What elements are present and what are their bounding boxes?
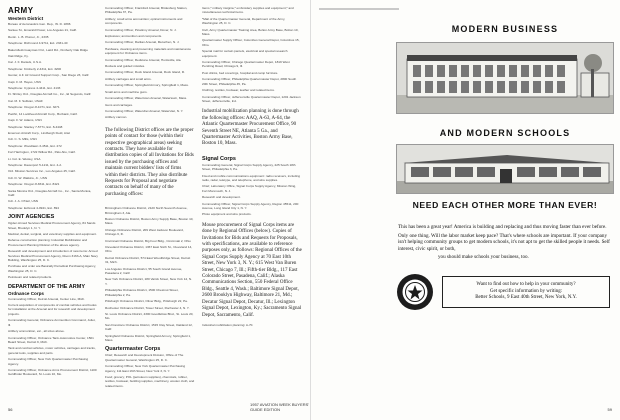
list-item: Springfield Ordnance District, Springfield Armory, Springfield 1, Mass. <box>105 333 191 342</box>
list-item: Telephone: Kimberly 2-4311, Ext. 3200 <box>8 66 62 71</box>
list-item: Telephone: Davenport 5-1211, Ext. 4-A <box>8 162 62 167</box>
list-item: Chief, Research and Development Division, Office of The Quartermaster General, Washington 25, D. C. <box>105 353 184 362</box>
list-item: Bureau of Aeronautics Gen. Rep., W. D. 1896 <box>8 22 71 26</box>
list-item: San Francisco Ordnance District, 1515 Clay Street, Oakland 12, Calif. <box>105 322 193 332</box>
list-item: Commanding Officer, Picatinny Arsenal, Dover, N. J. <box>105 27 177 32</box>
list-item: Cdr. J. A. O'Neil, USN <box>8 199 38 204</box>
list-item: Commanding Officer, New York Quartermaster Purchasing Agency. <box>8 357 89 366</box>
list-item: Special mail for certain parcels, electrical and special research equipment. <box>202 49 288 58</box>
ad-headline-bottom: NEED EACH OTHER MORE THAN EVER! <box>412 200 598 210</box>
list-item: Los Angeles Ordnance District, 55 South Grand Avenue, Pasadena 2, Calif. <box>105 266 183 276</box>
list-item: Commanding Officer, Redstone Arsenal, Huntsville, Ala. <box>105 57 182 62</box>
list-item: Pacific, 14 Lockheed Aircraft Corp., Burbank, Calif. <box>8 111 78 116</box>
list-item: Quartermaster Supply Officer, Columbus General Depot, Columbus 15, Ohio. <box>202 38 300 47</box>
list-item: Commanding Officer, Rock Island Arsenal, Rock Island, Ill. <box>105 70 185 75</box>
list-item: Santee St., Emerald Power, Los Angeles 21, Calif. <box>8 28 77 33</box>
list-item: Commanding Officer, Chicago Quartermaster Depot, 1819 West Pershing Road, Chicago 9, Ill. <box>202 60 290 69</box>
list-item: Tank and combat vehicles, motor vehicles, carriages and tracks, general tools, supplies and parts. <box>8 346 96 355</box>
list-item: Medical, dental, surgical, and veterinary supplies and equipment. <box>8 232 97 236</box>
list-item: Petroleum and related products. <box>8 275 53 280</box>
joint-agencies-list <box>8 221 98 279</box>
list-item: Detroit Ordnance District, 574 East Woodbridge Street, Detroit 31, Mich. <box>105 255 191 265</box>
list-item: Commanding Officer, Springfield Armory, Springfield 1, Mass. <box>105 83 189 88</box>
office-building-illustration <box>397 43 614 114</box>
list-item: Artillery carriages and small arms. <box>105 76 152 81</box>
quartermaster-depots-list <box>202 6 302 103</box>
list-item: Birmingham Ordnance District, 2120 North Seventh Avenue, Birmingham 3, Ala. <box>105 206 188 215</box>
list-item: Telephone: Oregon 8-1071, Ext. 3271 <box>8 105 60 110</box>
list-item: Gunter, A.F. Air Ground Support Corp., San Diego 23, Calif. <box>8 73 90 78</box>
ad-body-copy <box>396 224 614 261</box>
list-item: Chief, Laboratory Office, Signal Corps Supply Agency, Mission Wing, Fort Monmouth, N. J. <box>202 184 297 193</box>
list-item: Cdr. D. W. Watkins, Jr., USN <box>8 175 48 180</box>
list-item: Ogden Armed Services Medical Procurement Agency, 84 Sands Street, Brooklyn 1, N. Y. <box>8 221 96 230</box>
list-item: Lt. Col. E. Wesley, USA <box>8 156 41 161</box>
public-service-ad <box>396 10 614 405</box>
school-building-photo <box>396 144 614 194</box>
list-item: Ft. Shirley Ord., Douglas Aircraft Co., Inc., El Segundo, Calif. <box>8 92 92 97</box>
column-a <box>8 6 98 404</box>
list-item: Oak Ridge, Ky. <box>8 54 29 59</box>
list-item: Commanding Officer, Philadelphia Quartermaster Depot, 2800 South 20th Street, Philadelphia 45, Pa. <box>202 77 297 86</box>
department-army-heading: DEPARTMENT OF THE ARMY <box>8 283 85 290</box>
list-item: Rockets and guided missiles. <box>105 64 146 69</box>
list-item: Commanding Officer, Jeffersonville Quartermaster Depot, 1201 Jackson Street, Jeffersonville, Ind. <box>202 94 301 103</box>
list-item: Research and development and introduction of new items: Armed Services Medical Procurement Agency, Room 3163-A, Main Navy Building, Washington 25, D. C. <box>8 249 98 263</box>
list-item: Artillery cannon. <box>105 115 128 120</box>
list-item: Commanding Officer, Watertown Arsenal, Watertown, Mass. <box>105 96 188 101</box>
ad-paragraph: Only one thing. Will the labor market keep pace? That's where schools are important. If your company isn't helping community groups to get modern schools, it's not apt to get the skilled people it needs. Self interest, civic spirit, or both, <box>398 232 610 252</box>
arsenal-list <box>105 6 195 120</box>
list-item: Capt. F. M. Hayes, USN <box>8 79 41 84</box>
list-item: Telephone: Stanley 7-5771, Ext. 8-4448 <box>8 124 63 129</box>
column-b <box>105 6 195 404</box>
list-item: Explosives; ammunition and components. <box>105 34 163 39</box>
running-footer: 1957 AVIATION WEEK BUYERS' GUIDE EDITION <box>250 402 310 412</box>
ad-headline-top: MODERN BUSINESS <box>451 24 559 34</box>
list-item: Artillery; small arms ammunition; optical instruments and components. <box>105 16 183 26</box>
list-item: Ord. Mission Services Inc., Los Angeles 45, Calif. <box>8 169 76 174</box>
list-item: Commanding Officer, Ordnance Arms Procurement District, 1100 Goldfinder Boulevard, St. Louis 10, Mo. <box>8 367 97 377</box>
right-page <box>310 0 620 420</box>
ad-callout-row <box>396 273 614 311</box>
signal-corps-list <box>202 163 302 217</box>
list-item: Fort Harrington, 1722 Willow Rd., Palo Alto, Calif. <box>8 150 76 155</box>
list-item: Civil, Army Quartermaster Training Area, Bolton Army Base, Bolton 10, Mass. <box>202 27 299 37</box>
list-item: Bakersfield-Guaymas Ord., Laird Rd., Kimberly Oak Ridge <box>8 47 88 52</box>
page-number-right: 59 <box>607 407 612 412</box>
ad-paragraph: This has been a great year! America is building and replacing and thus moving faster than ever before. <box>398 224 607 230</box>
list-item: Commanding Officer, Frankford Arsenal, Bridesburg Station, Philadelphia 37, Pa. <box>105 6 188 15</box>
list-item: Pittsburgh Ordnance District, Oliver Bldg., Pittsburgh 22, Pa. <box>105 299 188 304</box>
list-item: Small arms and machine guns. <box>105 89 148 94</box>
list-item: New York Ordnance District, 180 Varick Street, New York 14, N. Y. <box>105 277 192 286</box>
list-item: Rochester Ordnance District, Tower Street, Rochester 4, N. Y. <box>105 305 190 310</box>
signal-corps-heading: Signal Corps <box>202 155 236 162</box>
list-item: Commanding Officer, Ordnance Tank-Automotive Center, 1501 Beard Street, Detroit 9, Mich. <box>8 335 94 344</box>
quartermaster-heading: Quartermaster Corps <box>105 346 161 353</box>
list-item: Telephone: Oregon 8-8311, Ext. 8421 <box>8 182 60 187</box>
list-item: Cleveland Ordnance District, 1367 East Sixth St., Cleveland 14, Ohio <box>105 245 193 254</box>
western-district-list <box>8 22 98 210</box>
list-item: Purchase and order are Basically Periodical Purchasing Agency, Washington 25, D. C. <box>8 264 96 273</box>
ad-callout-box <box>442 276 610 308</box>
ordnance-districts-list <box>105 206 195 342</box>
list-item: Telephone: Richmond 4-9711, Ext. 2331-40 <box>8 41 68 46</box>
list-item: Telephone: Woodlawn 3-4511, Ext. 272 <box>8 143 62 148</box>
list-item: Hardware, cleaning and preserving materials and maintenance equipment for Ordnance items. <box>105 46 191 56</box>
office-building-photo <box>396 42 614 114</box>
joint-agencies-heading: JOINT AGENCIES <box>8 214 55 221</box>
list-item: Clothing, textiles, footwear, leather and related items. <box>202 88 275 93</box>
list-item: Guns and carriages. <box>105 102 133 107</box>
text-line <box>319 8 399 10</box>
list-item: Photo equipment and wire products. <box>202 212 252 217</box>
callout-line: Get specific information by writing: <box>489 288 563 294</box>
list-item: Fixed and mobile communications equipment: radio receivers, including radio, radar, teletype, and telephone, and wire supplies. <box>202 173 301 182</box>
signal-mobilization-note: Industrial mobilization planning: A-70. <box>202 322 254 327</box>
list-item: Artillery ammunition, etc., all sizes above. <box>8 329 65 334</box>
list-item: Telephone: Cypress 4-4411, Ext. 4133 <box>8 86 61 91</box>
column-d <box>319 6 399 206</box>
list-item: Cincinnati Ordnance District, Big Four Bldg., Cincinnati 2, Ohio <box>105 238 191 243</box>
list-item: Commanding Officer, Signal Corps Supply Agency, Region 45511, 200 Avenue, Long Island City 1, N. Y. <box>202 201 299 210</box>
ad-paragraph: you should make schools your business, too. <box>438 254 529 261</box>
callout-line: Want to find out how to help in your community? <box>476 282 576 288</box>
list-item: Capt. F. W. Adams, USN <box>8 118 42 123</box>
quartermaster-list <box>105 353 195 388</box>
list-item: St. Louis Ordnance District, 4300 Goodfellow Blvd., St. Louis 20, Mo. <box>105 311 194 321</box>
list-item: Commanding Officer, Raritan Arsenal, Metuchen, N. J. <box>105 40 180 45</box>
list-item: Boston Ordnance District, Boston Army Supply Base, Boston 10, Mass. <box>105 217 194 226</box>
school-building-illustration <box>397 145 614 194</box>
list-item: Research and development. <box>202 195 241 200</box>
list-item: Philadelphia Ordnance District, 1500 Chestnut Street, Philadelphia 2, Pa. <box>105 288 179 297</box>
list-item: Rentn. L. B. Plumer, Jr., 2335 <box>8 34 49 39</box>
list-item: Telephone: Exbrook 4-0941, Ext. 894 <box>8 205 59 210</box>
list-item: Cal. J. F. Daniels, U.S.A. <box>8 60 42 65</box>
list-item: *Mail of the Quartermaster General, Department of the Army, Washington 25, D. C. <box>202 16 286 26</box>
ad-headline-middle: AND MODERN SCHOOLS <box>439 128 571 138</box>
list-item: Defense construction planning: Industrial Mobilization and Procurement Planning Division of the above agency. <box>8 238 88 247</box>
list-item: Post drinks, bed coverings, hospital and camp furniture. <box>202 70 279 75</box>
army-heading: ARMY <box>8 6 34 15</box>
list-item: Items,* military insignia,* embroidery supplies and equipment,* and miscellaneous technical items. <box>202 6 294 15</box>
list-item: Current acquisition of components of combat vehicles and books for installation at the Arsenal and for research and development projects. <box>8 303 97 316</box>
district-offices-paragraph: The following District offices are the proper points of contact for those (within their respective geographical areas) seeking contracts. They have available for distribution copies of all Invitations for Bids issued by the purchasing offices and maintain current bidders' lists of firms within their districts. They also distribute Requests for Proposal and negotiate contracts on behalf of many of the purchasing offices: <box>105 127 194 197</box>
list-item: Chicago Ordnance District, 209 West Jackson Boulevard, Chicago 6, Ill. <box>105 227 184 237</box>
list-item: Food; grocery; POL (petroleum supplies), chemicals, rubber, textiles, footwear, building supplies, machinery, woolen cloth, and related items. <box>105 374 195 388</box>
list-item: Cat. M. F. Sullivan, USAF <box>8 98 43 103</box>
page-number-left: 56 <box>8 407 13 412</box>
western-district-heading: Western District <box>8 16 44 21</box>
list-item: Commanding Officer, Detroit Arsenal, Center Line, Mich. <box>8 296 85 301</box>
signal-procurement-paragraph: Mouse procurement of Signal Corps items are done by Regional Offices (below). Copies of Invitations for Bids and Requests for Proposals, with specifications, are available to reference purposes only, as follows: Regional Offices of the Signal Corps Supply Agency at 70 East 10th Street, New York 3, N. Y.; 615 West Van Buren Street, Chicago 7, Ill.; Fifth-tier Bldg., 117 East Colorado Street, Pasadena, Calif.; Alaska Communications Section, 550 Federal Office Bldg., Seattle 4, Wash.; Baltimore Signal Depot, 2600 Brooklyn Highway, Baltimore 21, Md.; Decatur Signal Depot, Decatur, Ill.; Lexington Signal Depot, Lexington, Ky.; Sacramento Signal Depot, Sacramento, Calif. <box>202 222 302 318</box>
list-item: Commanding General, Ordnance Ammunition Command, Joliet, Ill. <box>8 318 96 327</box>
list-item: Commanding Officer, New York Quartermaster Purchasing Agency, 111 East 16th Street, New York 3, N. Y. <box>105 364 186 373</box>
list-item: Emerson Aircraft Corp., Lindbergh Field, Ariel <box>8 130 71 135</box>
mobilization-paragraph: Industrial mobilization planning is done through the following offices: AAQ, A-63, A-64, the Atlantic Quartermaster Procurement Office, 90 Seventh Street NE, Atlanta 5 Ga., and Quartermaster Activities, Boston Army Base, Boston 10, Mass. <box>202 109 299 147</box>
column-c <box>202 6 302 404</box>
ordnance-corps-list <box>8 297 98 377</box>
list-item: Commanding Officer, Watervliet Arsenal, Watervliet, N. Y. <box>105 108 184 113</box>
public-service-seal-icon <box>396 273 434 311</box>
list-item: Commanding General, Signal Corps Supply Agency, 225 South 18th Street, Philadelphia 3, Pa. <box>202 162 296 172</box>
ordnance-corps-heading: Ordnance Corps <box>8 290 44 296</box>
list-item: Cdr. C. S. Mills, USN <box>8 137 37 142</box>
list-item: Santa Monica Ord., Douglas Aircraft Co., Inc., Santa Monica, Calif. <box>8 188 92 197</box>
callout-line: Better Schools, 9 East 40th Street, New York, N.Y. <box>475 295 577 301</box>
